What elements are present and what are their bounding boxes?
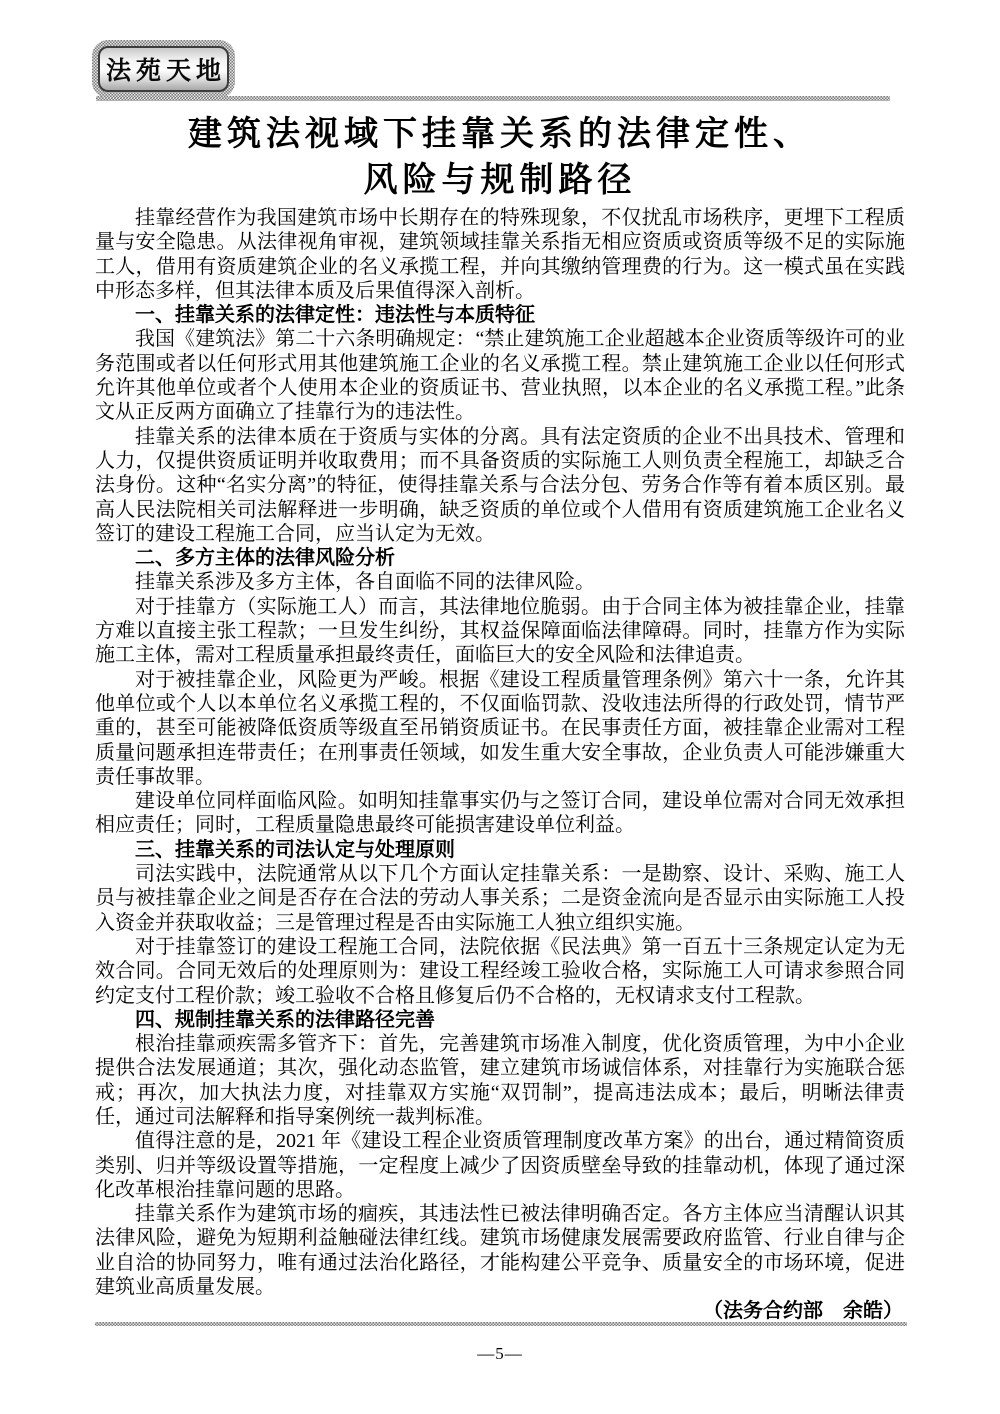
paragraph: 挂靠关系作为建筑市场的痼疾，其违法性已被法律明确否定。各方主体应当清醒认识其法律风险，避免为短期利益触碰法律红线。建筑市场健康发展需要政府监管、行业自律与企业自洽的协同努力，唯有通过法治化路径，才能构建公平竞争、质量安全的市场环境，促进建筑业高质量发展。 [95, 1203, 905, 1299]
paragraph: 司法实践中，法院通常从以下几个方面认定挂靠关系：一是勘察、设计、采购、施工人员与被挂靠企业之间是否存在合法的劳动人事关系；二是资金流向是否显示由实际施工人投入资金并获取收益；三是管理过程是否由实际施工人独立组织实施。 [95, 863, 905, 934]
article-title-line-2: 风险与规制路径 [363, 162, 637, 199]
section-heading: 四、规制挂靠关系的法律路径完善 [135, 1008, 435, 1031]
footer-rule [95, 1322, 907, 1326]
paragraph: 对于被挂靠企业，风险更为严峻。根据《建设工程质量管理条例》第六十一条，允许其他单位或个人以本单位名义承揽工程的，不仅面临罚款、没收违法所得的行政处罚，情节严重的，甚至可能被降低资质等级直至吊销资质证书。在民事责任方面，被挂靠企业需对工程质量问题承担连带责任；在刑事责任领域，如发生重大安全事故，企业负责人可能涉嫌重大责任事故罪。 [95, 668, 905, 788]
article-body [95, 206, 905, 1324]
article-title-line-1: 建筑法视域下挂靠关系的法律定性、 [188, 116, 812, 153]
column-badge [92, 40, 235, 98]
paragraph: 挂靠经营作为我国建筑市场中长期存在的特殊现象，不仅扰乱市场秩序，更埋下工程质量与安全隐患。从法律视角审视，建筑领域挂靠关系指无相应资质或资质等级不足的实际施工人，借用有资质建筑企业的名义承揽工程，并向其缴纳管理费的行为。这一模式虽在实践中形态多样，但其法律本质及后果值得深入剖析。 [95, 207, 905, 302]
author-signature: （法务合约部 余皓） [703, 1300, 903, 1323]
paragraph: 我国《建筑法》第二十六条明确规定：“禁止建筑施工企业超越本企业资质等级许可的业务范围或者以任何形式用其他建筑施工企业的名义承揽工程。禁止建筑施工企业以任何形式允许其他单位或者个人使用本企业的资质证书、营业执照，以本企业的名义承揽工程。”此条文从正反两方面确立了挂靠行为的违法性。 [95, 328, 905, 424]
section-heading: 三、挂靠关系的司法认定与处理原则 [135, 838, 455, 861]
paragraph: 对于挂靠签订的建设工程施工合同，法院依据《民法典》第一百五十三条规定认定为无效合同。合同无效后的处理原则为：建设工程经竣工验收合格，实际施工人可请求参照合同约定支付工程价款；竣工验收不合格且修复后仍不合格的，无权请求支付工程款。 [95, 935, 905, 1007]
article-title [95, 112, 905, 204]
paragraph: 建设单位同样面临风险。如明知挂靠事实仍与之签订合同，建设单位需对合同无效承担相应责任；同时，工程质量隐患最终可能损害建设单位利益。 [95, 790, 905, 837]
column-badge-label: 法苑天地 [98, 46, 229, 92]
paragraph: 根治挂靠顽疾需多管齐下：首先，完善建筑市场准入制度，优化资质管理，为中小企业提供合法发展通道；其次，强化动态监管，建立建筑市场诚信体系，对挂靠行为实施联合惩戒；再次，加大执法力度，对挂靠双方实施“双罚制”，提高违法成本；最后，明晰法律责任，通过司法解释和指导案例统一裁判标准。 [95, 1033, 905, 1128]
section-heading: 二、多方主体的法律风险分析 [135, 547, 395, 570]
page-number: —5— [477, 1344, 523, 1363]
paragraph: 值得注意的是，2021 年《建设工程企业资质管理制度改革方案》的出台，通过精简资质类别、归并等级设置等措施，一定程度上减少了因资质壁垒导致的挂靠动机，体现了通过深化改革根治挂靠问题的思路。 [95, 1130, 905, 1201]
paragraph: 挂靠关系的法律本质在于资质与实体的分离。具有法定资质的企业不出具技术、管理和人力，仅提供资质证明并收取费用；而不具备资质的实际施工人则负责全程施工，却缺乏合法身份。这种“名实分离”的特征，使得挂靠关系与合法分包、劳务合作等有着本质区别。最高人民法院相关司法解释进一步明确，缺乏资质的单位或个人借用有资质建筑施工企业名义签订的建设工程施工合同，应当认定为无效。 [95, 425, 905, 545]
section-heading: 一、挂靠关系的法律定性：违法性与本质特征 [135, 304, 535, 327]
paragraph: 对于挂靠方（实际施工人）而言，其法律地位脆弱。由于合同主体为被挂靠企业，挂靠方难以直接主张工程款；一旦发生纠纷，其权益保障面临法律障碍。同时，挂靠方作为实际施工主体，需对工程质量承担最终责任，面临巨大的安全风险和法律追责。 [95, 595, 905, 667]
paragraph: 挂靠关系涉及多方主体，各自面临不同的法律风险。 [135, 571, 595, 594]
